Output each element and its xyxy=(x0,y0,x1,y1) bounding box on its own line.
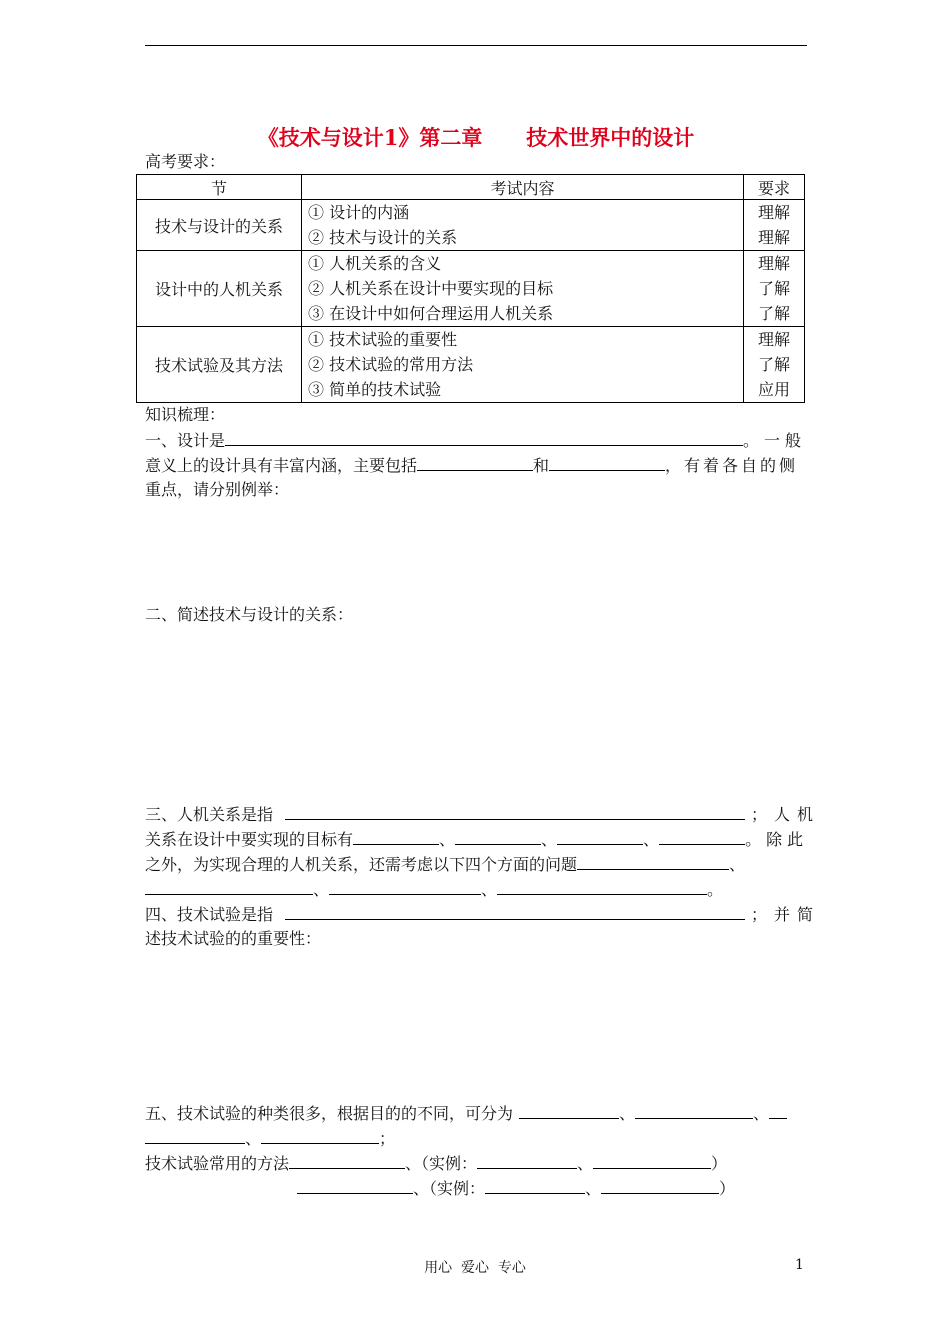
header-section: 节 xyxy=(137,175,302,200)
level-cell xyxy=(744,251,805,327)
answer-blank[interactable] xyxy=(145,1128,245,1144)
q1-line3: 重点，请分别例举： xyxy=(145,480,290,499)
section-cell: 技术与设计的关系 xyxy=(137,200,302,251)
q2-line: 二、简述技术与设计的关系： xyxy=(145,605,354,624)
level-item: 了解 xyxy=(757,355,790,374)
answer-blank[interactable] xyxy=(659,829,745,845)
q3-text: 三、人机关系是指 xyxy=(145,805,274,824)
period: 。 xyxy=(707,880,724,899)
separator: 、 xyxy=(541,830,558,849)
answer-blank[interactable] xyxy=(601,1178,719,1194)
level-item: 理解 xyxy=(757,254,790,273)
page-number: 1 xyxy=(795,1257,804,1273)
level-item: 理解 xyxy=(757,203,790,222)
answer-blank[interactable] xyxy=(353,829,439,845)
content-item: ① 人机关系的含义 xyxy=(308,254,442,273)
answer-blank[interactable] xyxy=(577,854,729,870)
q5-text: 五、技术试验的种类很多，根据目的的不同，可分为 xyxy=(145,1104,514,1123)
answer-blank[interactable] xyxy=(769,1103,787,1119)
q4-line1 xyxy=(145,904,821,925)
answer-blank[interactable] xyxy=(455,829,541,845)
separator: 、 xyxy=(643,830,660,849)
example-label: 、（实例： xyxy=(413,1179,486,1198)
q3-text: 之外，为实现合理的人机关系，还需考虑以下四个方面的问题 xyxy=(145,855,578,874)
table-row xyxy=(137,327,805,403)
level-cell xyxy=(744,327,805,403)
answer-blank[interactable] xyxy=(417,455,533,471)
exam-requirements-label: 高考要求： xyxy=(145,152,226,171)
q1-line1 xyxy=(145,430,807,451)
separator: 、 xyxy=(481,880,498,899)
level-item: 理解 xyxy=(757,330,790,349)
q1-and: 和 xyxy=(533,456,550,475)
answer-blank[interactable] xyxy=(285,904,745,920)
q1-line2 xyxy=(145,455,807,476)
table-row xyxy=(137,251,805,327)
q1-text: ，有着各自的侧 xyxy=(665,456,799,475)
page-title: 《技术与设计1》第二章 技术世界中的设计 xyxy=(257,125,695,150)
footer-motto: 用心 爱心 专心 xyxy=(424,1260,526,1276)
section-cell: 技术试验及其方法 xyxy=(137,327,302,403)
table-row xyxy=(137,200,805,251)
answer-blank[interactable] xyxy=(557,829,643,845)
answer-blank[interactable] xyxy=(485,1178,585,1194)
answer-blank[interactable] xyxy=(329,879,481,895)
level-item: 应用 xyxy=(757,380,790,399)
separator: 、 xyxy=(585,1179,602,1198)
q3-text-end: 。除此 xyxy=(745,830,809,849)
content-item: ③ 简单的技术试验 xyxy=(308,380,442,399)
level-cell xyxy=(744,200,805,251)
q5-line2 xyxy=(145,1128,807,1149)
answer-blank[interactable] xyxy=(519,1103,619,1119)
q1-text: 意义上的设计具有丰富内涵，主要包括 xyxy=(145,456,418,475)
content-item: ② 技术与设计的关系 xyxy=(308,228,458,247)
answer-blank[interactable] xyxy=(261,1128,379,1144)
close-paren: ） xyxy=(711,1154,728,1173)
q5-line4 xyxy=(145,1178,807,1199)
q3-line2 xyxy=(145,829,807,850)
table-header-row xyxy=(137,175,805,200)
answer-blank[interactable] xyxy=(289,1153,405,1169)
separator: 、 xyxy=(313,880,330,899)
knowledge-label: 知识梳理： xyxy=(145,405,226,424)
q3-line3 xyxy=(145,854,807,875)
answer-blank[interactable] xyxy=(497,879,707,895)
q4-text: 四、技术试验是指 xyxy=(145,905,274,924)
answer-blank[interactable] xyxy=(593,1153,711,1169)
content-cell xyxy=(302,200,744,251)
q1-text-end: 。一般 xyxy=(743,431,807,450)
content-item: ③ 在设计中如何合理运用人机关系 xyxy=(308,304,554,323)
separator: 、 xyxy=(729,855,746,874)
content-cell xyxy=(302,251,744,327)
header-content: 考试内容 xyxy=(302,175,744,200)
content-item: ① 技术试验的重要性 xyxy=(308,330,458,349)
content-item: ① 设计的内涵 xyxy=(308,203,410,222)
q1-text: 一、设计是 xyxy=(145,431,226,450)
answer-blank[interactable] xyxy=(477,1153,577,1169)
content-cell xyxy=(302,327,744,403)
section-cell: 设计中的人机关系 xyxy=(137,251,302,327)
header-level: 要求 xyxy=(744,175,805,200)
q4-line2: 述技术试验的的重要性： xyxy=(145,929,322,948)
answer-blank[interactable] xyxy=(635,1103,753,1119)
q3-line1 xyxy=(145,804,821,825)
separator: 、 xyxy=(577,1154,594,1173)
level-item: 理解 xyxy=(757,228,790,247)
q3-line4 xyxy=(145,879,807,900)
q4-text-end: ；并简 xyxy=(751,905,821,924)
close-paren: ） xyxy=(719,1179,736,1198)
semicolon: ； xyxy=(379,1129,396,1148)
q3-text-end: ；人机 xyxy=(751,805,821,824)
requirements-table xyxy=(136,174,805,403)
q5-text: 技术试验常用的方法 xyxy=(145,1154,290,1173)
header-rule xyxy=(145,45,807,46)
separator: 、 xyxy=(619,1104,636,1123)
level-item: 了解 xyxy=(757,304,790,323)
separator: 、 xyxy=(439,830,456,849)
q5-line3 xyxy=(145,1153,807,1174)
example-label: 、（实例： xyxy=(405,1154,478,1173)
separator: 、 xyxy=(245,1129,262,1148)
answer-blank[interactable] xyxy=(145,879,313,895)
content-item: ② 人机关系在设计中要实现的目标 xyxy=(308,279,554,298)
answer-blank[interactable] xyxy=(297,1178,413,1194)
content-item: ② 技术试验的常用方法 xyxy=(308,355,474,374)
q3-text: 关系在设计中要实现的目标有 xyxy=(145,830,354,849)
q5-line1 xyxy=(145,1103,807,1124)
answer-blank[interactable] xyxy=(285,804,745,820)
separator: 、 xyxy=(753,1104,770,1123)
level-item: 了解 xyxy=(757,279,790,298)
answer-blank[interactable] xyxy=(225,430,743,446)
answer-blank[interactable] xyxy=(549,455,665,471)
